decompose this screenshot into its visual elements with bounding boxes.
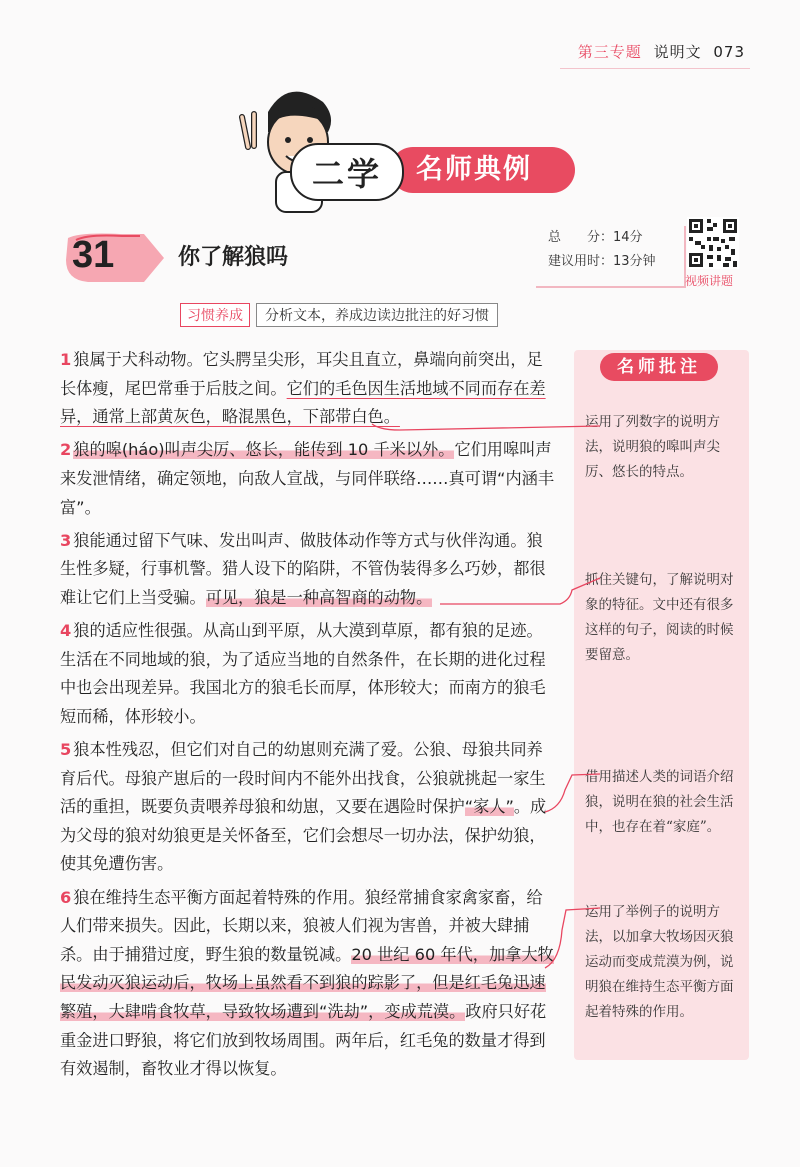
paragraph-number: 6: [60, 887, 72, 907]
highlighted-text: 20 世纪 60 年代，加拿大牧民发动灭狼运动后，牧场上虽然看不到狼的踪影了，但是红毛兔迅速繁殖，大肆啃食牧草，导致牧场遭到“洗劫”，变成荒漠。: [60, 944, 554, 1022]
paragraph-text: 狼能通过留下气味、发出叫声、做肢体动作等方式与伙伴沟通。狼生性多疑，行事机警。猎人设下的陷阱，不管伪装得多么巧妙，都很难让它们上当受骗。: [60, 530, 546, 607]
notes-title: 名师批注: [600, 353, 718, 381]
paragraph-number: 5: [60, 740, 72, 760]
note-2: 抓住关键句，了解说明对象的特征。文中还有很多这样的句子，阅读的时候要留意。: [585, 572, 734, 663]
paragraph-text: 狼的适应性很强。从高山到平原，从大漠到草原，都有狼的足迹。生活在不同地域的狼，为了适应当地的自然条件，在长期的进化过程中也会出现差异。我国北方的狼毛长而厚，体形较大；而南方的狼毛短而稀，体形较小。: [60, 621, 546, 726]
time-label: 建议用时：: [548, 254, 614, 269]
score-value: 14分: [613, 230, 643, 245]
note-1: 运用了列数字的说明方法，说明狼的嗥叫声尖厉、悠长的特点。: [585, 414, 720, 480]
paragraph-number: 1: [60, 350, 72, 369]
paragraph-number: 2: [60, 440, 72, 460]
note-4: 运用了举例子的说明方法，以加拿大牧场因灭狼运动而变成荒漠为例，说明狼在维持生态平衡方面起着特殊的作用。: [585, 904, 734, 1020]
highlighted-text: 可见，狼是一种高智商的动物。: [205, 587, 433, 607]
paragraph-text: 它们用嗥叫声来发泄情绪，确定领地，向敌人宣战，与同伴联络……真可谓“内涵丰富”。: [60, 440, 555, 517]
habit-tag: 习惯养成: [180, 303, 250, 327]
banner-label-left: 二学: [290, 143, 404, 201]
time-value: 13分钟: [613, 254, 656, 269]
paragraph-text: 狼属于犬科动物。它头腭呈尖形，耳尖且直立，鼻端向前突出，足长体瘦，尾巴常垂于后肢之间。: [60, 350, 543, 398]
header-topic: 第三专题: [577, 43, 642, 61]
page-number: 073: [713, 43, 745, 61]
lesson-title: 你了解狼吗: [178, 245, 289, 270]
paragraph-text: 政府只好花重金进口野狼，将它们放到牧场周围。两年后，红毛兔的数量才得到有效遏制，畜牧业才得以恢复。: [60, 1002, 547, 1079]
paragraph-text: 狼本性残忍，但它们对自己的幼崽则充满了爱。公狼、母狼共同养育后代。母狼产崽后的一段时间内不能外出找食，公狼就挑起一家生活的重担，既要负责喂养母狼和幼崽，又要在遇险时保护: [60, 740, 546, 817]
lesson-number: 31: [72, 234, 115, 276]
paragraph-number: 4: [60, 621, 72, 641]
score-label: 总 分：: [548, 230, 614, 245]
highlighted-text: 狼的嗥(háo)叫声尖厉、悠长，能传到 10 千米以外。: [73, 440, 455, 460]
highlighted-text: “家人”: [464, 797, 514, 817]
paragraph-text: 。成为父母的狼对幼狼更是关怀备至，它们会想尽一切办法，保护幼狼，使其免遭伤害。: [60, 797, 547, 874]
paragraph-number: 3: [60, 530, 72, 550]
paragraph-text: 狼在维持生态平衡方面起着特殊的作用。狼经常捕食家禽家畜，给人们带来损失。因此，长期以来，狼被人们视为害兽，并被大肆捕杀。由于捕猎过度，野生狼的数量锐减。: [60, 887, 543, 964]
habit-description: 分析文本，养成边读边批注的好习惯: [256, 303, 498, 327]
banner-label-right: 名师典例: [416, 154, 532, 185]
underlined-text: 它们的毛色因生活地域不同而存在差异，通常上部黄灰色，略混黑色，下部带白色。: [60, 378, 546, 427]
note-3: 借用描述人类的词语介绍狼，说明在狼的社会生活中，也存在着“家庭”。: [585, 769, 734, 835]
header-subject: 说明文: [653, 43, 702, 61]
qr-label: 视频讲题: [685, 274, 734, 288]
